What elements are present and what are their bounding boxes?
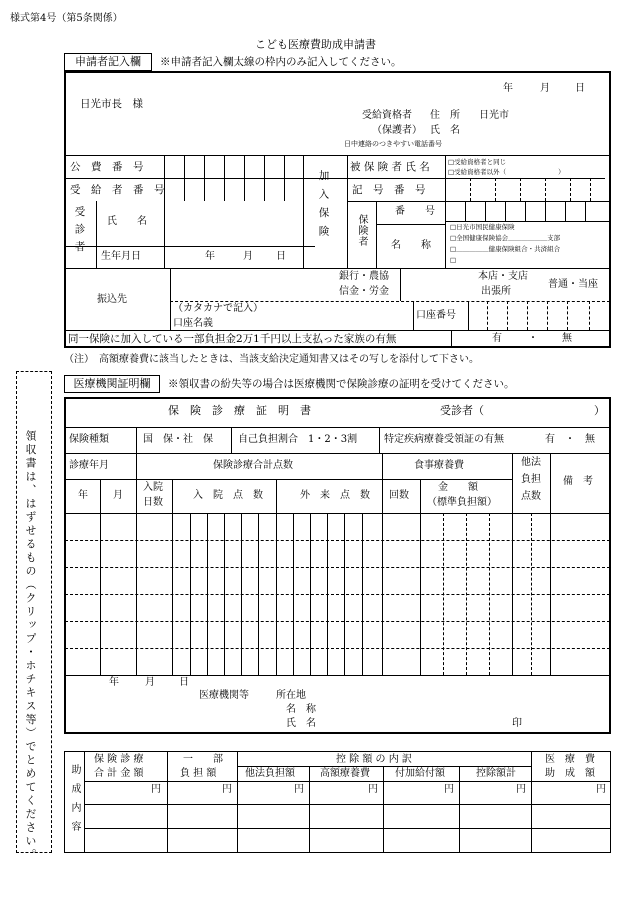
branch-types-2: 出張所 [481, 286, 511, 297]
account-number-label: 口座番号 [416, 310, 456, 321]
medical-section-note: ※領収書の紛失等の場合は医療機関で保険診療の証明を受けてください。 [168, 378, 515, 390]
insurer-option-nikko[interactable]: □日光市国民健康保険 [450, 223, 515, 231]
other-law-1: 他法 [521, 457, 541, 468]
inpatient-days-1: 入院 [143, 482, 163, 493]
footer-day: 日 [179, 677, 189, 688]
medical-section-label: 医療機関証明欄 [64, 375, 160, 393]
yen-unit-7: 円 [596, 784, 606, 795]
form-title: こども医療費助成申請書 [255, 38, 376, 51]
branch-types-1: 本店・支店 [478, 271, 528, 282]
meal-label: 食事療養費 [414, 460, 464, 471]
person-name-label: 氏 名 [286, 718, 316, 729]
deduction-title: 控 除 額 の 内 訳 [336, 754, 412, 765]
year-col-label: 年 [78, 490, 88, 501]
eligible-label: 受給資格者 [362, 110, 412, 121]
account-type: 普通・当座 [548, 279, 598, 290]
subsidy-side-label: 助成内容 [69, 764, 80, 840]
bank-types-2: 信金・労金 [339, 286, 389, 297]
insurer-name-label: 名 称 [391, 240, 431, 251]
note-text: （注） 高額療養費に該当したときは、当該支給決定通知書又はその写しを添付して下さい。 [64, 354, 479, 365]
month-label: 診療年月 [69, 460, 109, 471]
footer-month: 月 [145, 677, 155, 688]
public-number-label: 公 費 番 号 [70, 161, 144, 173]
subsidy-col6: 控除額計 [476, 768, 516, 779]
yen-unit-4: 円 [368, 784, 378, 795]
guardian-label: （保護者） [372, 125, 422, 136]
subsidy-col1-b: 合 計 金 額 [94, 768, 144, 779]
side-note: 領収書は、はずせるもの（クリップ・ホチキス等）でとめてください。 [24, 430, 37, 862]
birth-day-label: 日 [276, 251, 286, 262]
account-holder-label: 口座名義 [173, 318, 213, 329]
family-yes[interactable]: 有 [492, 333, 502, 344]
patient-name-label: 氏 名 [107, 216, 147, 227]
insured-name-label: 被 保 険 者 氏 名 [350, 161, 430, 173]
yen-unit-3: 円 [294, 784, 304, 795]
transfer-label: 振込先 [97, 294, 127, 305]
other-law-3: 点数 [521, 491, 541, 502]
applicant-form [64, 71, 611, 348]
birthdate-label: 生年月日 [101, 251, 141, 262]
location-label: 所在地 [276, 690, 306, 701]
subsidy-col7-a: 医 療 費 [545, 754, 595, 765]
footer-year: 年 [109, 677, 119, 688]
bank-types-1: 銀行・農協 [339, 271, 389, 282]
specific-disease-value[interactable]: 有 ・ 無 [545, 434, 595, 445]
insured-option-other[interactable]: □受給資格者以外（ ） [448, 168, 565, 176]
address-value: 日光市 [479, 110, 509, 121]
address-label: 住 所 [430, 110, 460, 121]
insurer-option-kyokai[interactable]: □全国健康保険協会＿＿＿＿＿＿支部 [450, 234, 561, 242]
kana-note: （カタカナで記入） [173, 303, 263, 314]
insurance-side-label: 加入保険 [317, 170, 330, 244]
remarks-label: 備 考 [563, 476, 593, 487]
insurer-label: 保険者 [356, 214, 367, 247]
date-month-label: 月 [540, 83, 550, 94]
insurance-type-label: 保険種類 [69, 434, 109, 445]
family-no[interactable]: 無 [562, 333, 572, 344]
family-dot: ・ [528, 333, 538, 344]
subsidy-col7-b: 助 成 額 [545, 768, 595, 779]
symbol-number-label: 記 号 番 号 [352, 184, 426, 196]
addressee: 日光市長 様 [80, 98, 143, 110]
date-day-label: 日 [575, 83, 585, 94]
subsidy-col5: 付加給付額 [395, 768, 445, 779]
yen-unit-6: 円 [516, 784, 526, 795]
yen-unit-1: 円 [151, 784, 161, 795]
yen-unit-5: 円 [444, 784, 454, 795]
cert-title: 保 険 診 療 証 明 書 [168, 404, 311, 417]
form-number: 様式第4号（第5条関係） [10, 13, 123, 24]
times-label: 回数 [389, 490, 409, 501]
family-question: 同一保険に加入している一部負担金2万1千円以上支払った家族の有無 [68, 333, 397, 345]
subsidy-col3: 他法負担額 [245, 768, 295, 779]
other-law-2: 負担 [521, 474, 541, 485]
date-year-label: 年 [503, 83, 513, 94]
institution-label: 医療機関等 [199, 690, 249, 701]
standard-label: （標準負担額） [427, 497, 497, 508]
insurance-type-value[interactable]: 国 保・社 保 [143, 434, 213, 445]
yen-unit-2: 円 [222, 784, 232, 795]
insured-option-same[interactable]: □受給資格者と同じ [448, 158, 507, 166]
specific-disease-label: 特定疾病療養受領証の有無 [384, 434, 504, 445]
name-label: 氏 名 [430, 125, 460, 136]
subsidy-col2-b: 負 担 額 [180, 768, 217, 779]
insurer-option-kumiai[interactable]: □＿＿＿＿＿健康保険組合・共済組合 [450, 245, 561, 253]
applicant-section-note: ※申請者記入欄太線の枠内のみ記入してください。 [160, 56, 402, 68]
insurer-option-blank[interactable]: □ [450, 256, 457, 264]
inst-name-label: 名 称 [286, 704, 316, 715]
subject-label: 受診者 [73, 206, 86, 259]
applicant-section-label: 申請者記入欄 [64, 53, 152, 71]
subsidy-col2-a: 一 部 [183, 754, 223, 765]
points-label: 保険診療合計点数 [213, 460, 293, 471]
birth-month-label: 月 [243, 251, 253, 262]
inpatient-points-label: 入 院 点 数 [193, 490, 263, 501]
recipient-number-label: 受 給 者 番 号 [70, 184, 165, 196]
month-col-label: 月 [113, 490, 123, 501]
cert-patient-close: ） [594, 404, 605, 417]
birth-year-label: 年 [205, 251, 215, 262]
phone-label: 日中連絡のつきやすい電話番号 [344, 140, 442, 148]
subsidy-col4: 高額療養費 [320, 768, 370, 779]
insurer-number-label: 番 号 [395, 206, 435, 217]
copay-label[interactable]: 自己負担割合 1・2・3割 [238, 434, 358, 445]
subsidy-col1-a: 保 険 診 療 [94, 754, 144, 765]
outpatient-points-label: 外 来 点 数 [300, 490, 370, 501]
inpatient-days-2: 日数 [143, 497, 163, 508]
amount-label: 金 額 [438, 482, 478, 493]
seal-label: 印 [512, 718, 522, 729]
cert-patient-label: 受診者（ [440, 404, 484, 417]
